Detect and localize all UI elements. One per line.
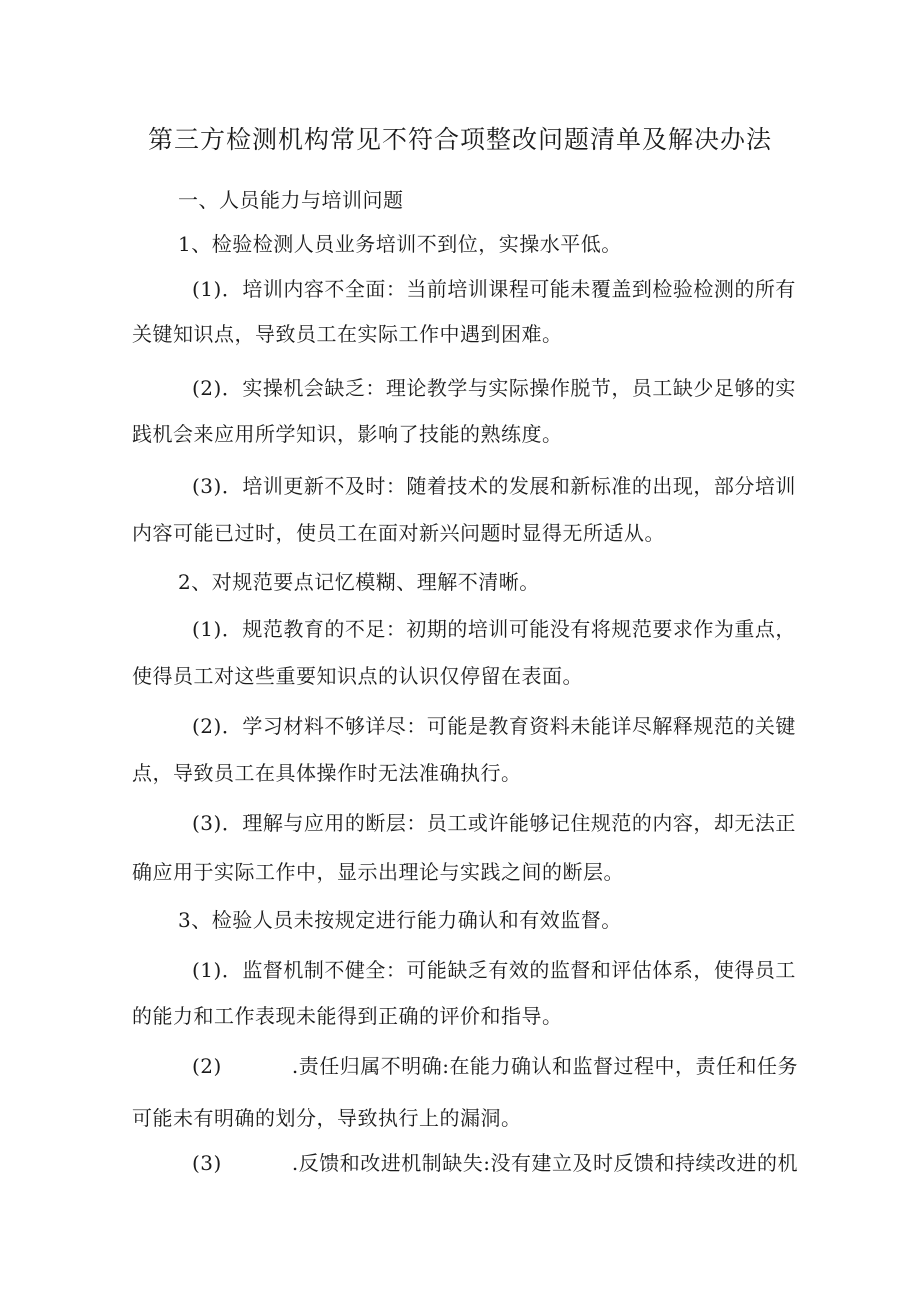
item-heading-3: 3、检验人员未按规定进行能力确认和有效监督。 — [178, 908, 622, 932]
list-number: (3) — [192, 1151, 222, 1175]
item-heading-1: 1、检验检测人员业务培训不到位，实操水平低。 — [178, 232, 622, 256]
list-number: (2) — [192, 1054, 222, 1078]
paragraph-line: 点，导致员工在具体操作时无法准确执行。 — [132, 761, 522, 785]
paragraph-line: (1)．培训内容不全面：当前培训课程可能未覆盖到检验检测的所有 — [192, 277, 796, 301]
paragraph-line: 的能力和工作表现未能得到正确的评价和指导。 — [132, 1004, 563, 1028]
paragraph-line — [192, 1050, 798, 1079]
paragraph-line: 关键知识点，导致员工在实际工作中遇到困难。 — [132, 322, 563, 346]
list-text: .反馈和改进机制缺失:没有建立及时反馈和持续改进的机 — [291, 1151, 798, 1175]
paragraph-line: 可能未有明确的划分，导致执行上的漏洞。 — [132, 1106, 522, 1130]
paragraph-line: 内容可能已过时，使员工在面对新兴问题时显得无所适从。 — [132, 521, 665, 545]
paragraph-line: 确应用于实际工作中，显示出理论与实践之间的断层。 — [132, 860, 624, 884]
paragraph-line: 践机会来应用所学知识，影响了技能的熟练度。 — [132, 422, 563, 446]
page-title: 第三方检测机构常见不符合项整改问题清单及解决办法 — [147, 125, 772, 154]
item-heading-2: 2、对规范要点记忆模糊、理解不清晰。 — [178, 570, 540, 594]
paragraph-line: (3)．培训更新不及时：随着技术的发展和新标准的出现，部分培训 — [192, 474, 796, 498]
paragraph-line: (2)．实操机会缺乏：理论教学与实际操作脱节，员工缺少足够的实 — [192, 376, 796, 400]
paragraph-line — [192, 1147, 798, 1176]
section-heading: 一、人员能力与培训问题 — [178, 188, 404, 212]
paragraph-line: (1)．监督机制不健全：可能缺乏有效的监督和评估体系，使得员工 — [192, 958, 796, 982]
list-text: .责任归属不明确:在能力确认和监督过程中，责任和任务 — [291, 1054, 798, 1078]
paragraph-line: (3)．理解与应用的断层：员工或许能够记住规范的内容，却无法正 — [192, 811, 796, 835]
paragraph-line: (1)．规范教育的不足：初期的培训可能没有将规范要求作为重点， — [192, 617, 796, 641]
paragraph-line: (2)．学习材料不够详尽：可能是教育资料未能详尽解释规范的关键 — [192, 714, 796, 738]
paragraph-line: 使得员工对这些重要知识点的认识仅停留在表面。 — [132, 664, 583, 688]
